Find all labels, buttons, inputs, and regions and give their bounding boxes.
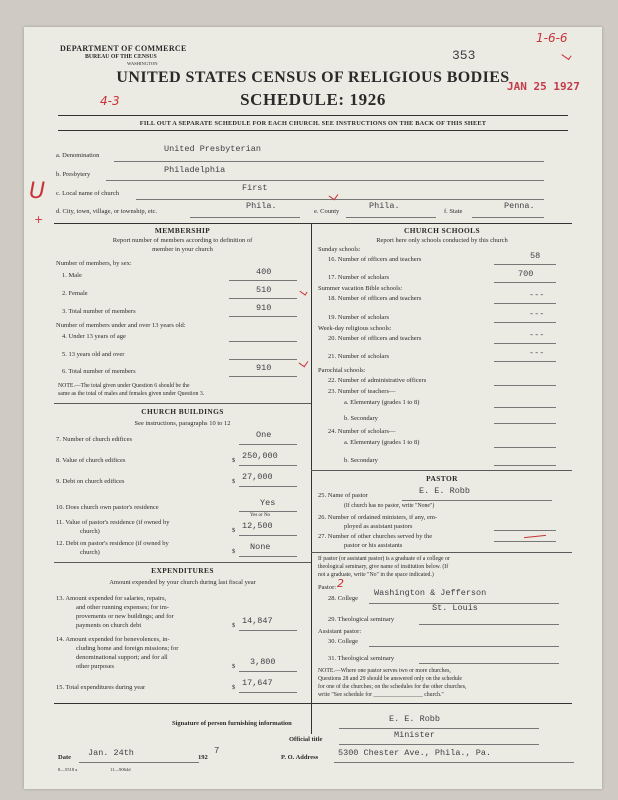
- q23-label: 23. Number of teachers—: [328, 388, 396, 395]
- age-label: Number of members under and over 13 years old:: [56, 322, 186, 329]
- city-label: d. City, town, village, or township, etc.: [56, 208, 158, 215]
- expenditures-sub: Amount expended by your church during last fiscal year: [109, 579, 256, 586]
- q12-label-1: 12. Debt on pastor's residence (if owned by: [56, 540, 169, 547]
- graduate-note-1: If pastor (or assistant pastor) is a graduate of a college or: [318, 556, 450, 562]
- q10-value: Yes: [260, 498, 276, 508]
- schools-intro: Report here only schools conducted by this church: [376, 237, 508, 244]
- q19-value: ---: [529, 309, 545, 319]
- year-prefix: 192: [198, 754, 208, 761]
- q2-label: 2. Female: [62, 290, 88, 297]
- expenditures-heading: EXPENDITURES: [151, 566, 214, 575]
- department-label: DEPARTMENT OF COMMERCE: [60, 44, 187, 53]
- q29-value: St. Louis: [432, 603, 478, 613]
- membership-note-2: same as the total of males and females given under Question 3.: [58, 391, 205, 397]
- q22-label: 22. Number of administrative officers: [328, 377, 427, 384]
- q3-value: 910: [256, 303, 272, 313]
- q17-value: 700: [518, 269, 534, 279]
- pastor-sub-label: Pastor:: [318, 584, 337, 591]
- bureau-label: BUREAU OF THE CENSUS: [85, 54, 157, 60]
- census-schedule-sheet: DEPARTMENT OF COMMERCE BUREAU OF THE CENSUS WASHINGTON 353 1-6-6 JAN 25 1927 UNITED STATES CENSUS OF RELIGIOUS BODIES SCHEDULE: 1926 4-3 FILL OUT A SEPARATE SCHEDULE FOR EACH CHURCH. SEE INSTRUCTIONS ON THE BACK OF THIS SHEET a. Denomination United Presbyterian b. Presbytery Philadelphia U + c. Local name of church First d. City, town, village, or township, etc. Phila. e. County Phila. f. State Penna. MEMBERSHIP Report number of members according to definition of member in your church Number of members, by sex: 1. Male 400 2. Female 510 3. Total number of members 910 Number of members under and over 13 years old: 4. Under 13 years of age 5. 13 years old and over 6. Total number of members 910 NOTE.—The total given under Question 6 should be the same as the total of males and females given under Question 3. CHURCH BUILDINGS See instructions, paragraphs 10 to 12 7. Number of church edifices One 8. Value of church edifices $ 250,000 9. Debt on church edifices $ 27,000 10. Does church own pastor's residence Yes Yes or No 11. Value of pastor's residence (if owned by church) $ 12,500 12. Debt on pastor's residence (if owned by church) $ None EXPENDITURES Amount expended by your church during last fiscal year 13. Amount expended for salaries, repairs, and other running expenses; for im- provements or new buildings; and for payments on church debt $ 14,847 14. Amount expended for benevolences, in- cluding home and foreign missions; for denominational support; and for all other purposes $ 3,800 15. Total expenditures during year $ 17,647 CHURCH SCHOOLS Report here only schools conducted by this church Sunday schools: 16. Number of officers and teachers 58 17. Number of scholars 700 Summer vacation Bible schools: 18. Number of officers and teachers --- 19. Number of scholars --- Week-day religious schools: 20. Number of officers and teachers --- 21. Number of scholars --- Parochial schools: 22. Number of administrative officers 23. Number of teachers— a. Elementary (grades 1 to 8) b. Secondary 24. Number of scholars— a. Elementary (grades 1 to 8) b. Secondary PASTOR 25. Name of pastor E. E. Robb (If church has no pastor, write "None") 26. Number of ordained ministers, if any, em- ployed as assistant pastors 27. Number of other churches served by the pastor or his assistants If pastor (or assistant pastor) is a graduate of a college or theological seminary, give name of institution below. (If not a graduate, write "No" in the space indicated.) Pastor: 2 28. College Washington & Jefferson 29. Theological seminary St. Louis Assistant pastor: 30. College 31. Theological seminary NOTE.—Where one pastor serves two or more churches, Questions 28 and 29 should be answered only on the schedule for one of the churches; on the schedules for the other churches, write "See schedule for _________________ church." Signature of person furnishing information E. E. Robb Official title Minister Date Jan. 24th 192 7 P. O. Address 5300 Chester Ave., Phila., Pa. 8—5518 a 11—9064d: [24, 27, 602, 789]
- q11-value: 12,500: [242, 521, 273, 531]
- county-label: e. County: [314, 208, 340, 215]
- q6-label: 6. Total number of members: [62, 368, 136, 375]
- q16-label: 16. Number of officers and teachers: [328, 256, 422, 263]
- q11-label-2: church): [80, 528, 100, 535]
- membership-intro-2: member in your church: [152, 246, 213, 253]
- buildings-sub: See instructions, paragraphs 10 to 12: [134, 420, 231, 427]
- q10-label: 10. Does church own pastor's residence: [56, 504, 159, 511]
- pastor-note-2: Questions 28 and 29 should be answered only on the schedule: [318, 676, 462, 682]
- u-annotation: U: [29, 179, 46, 204]
- signature-value: E. E. Robb: [389, 714, 441, 724]
- q9-label: 9. Debt on church edifices: [56, 478, 125, 485]
- pastor-note-1: NOTE.—Where one pastor serves two or more churches,: [318, 668, 451, 674]
- vacation-schools-label: Summer vacation Bible schools:: [318, 285, 403, 292]
- q15-value: 17,647: [242, 678, 273, 688]
- weekday-schools-label: Week-day religious schools:: [318, 325, 392, 332]
- check-mark-icon: [299, 358, 309, 368]
- q24-label: 24. Number of scholars—: [328, 428, 396, 435]
- q14-line-3: denominational support; and for all: [76, 654, 168, 661]
- county-value: Phila.: [369, 201, 400, 211]
- q7-value: One: [256, 430, 272, 440]
- address-value: 5300 Chester Ave., Phila., Pa.: [338, 748, 492, 758]
- check-mark-icon: [299, 288, 307, 295]
- q24b-label: b. Secondary: [344, 457, 378, 464]
- q13-line-2: and other running expenses; for im-: [76, 604, 169, 611]
- date-value: Jan. 24th: [88, 748, 134, 758]
- q25-note: (If church has no pastor, write "None"): [344, 503, 435, 509]
- washington-label: WASHINGTON: [127, 61, 158, 66]
- parochial-schools-label: Parochial schools:: [318, 367, 366, 374]
- q20-value: ---: [529, 330, 545, 340]
- plus-annotation: +: [34, 213, 44, 226]
- official-title-value: Minister: [394, 730, 435, 740]
- date-label: Date: [58, 754, 71, 761]
- q26-line-2: ployed as assistant pastors: [344, 523, 413, 530]
- address-label: P. O. Address: [281, 754, 319, 761]
- q27-line-1: 27. Number of other churches served by the: [318, 533, 433, 540]
- schedule-number: 353: [452, 48, 476, 63]
- q28-value: Washington & Jefferson: [374, 588, 487, 598]
- instruction-banner: FILL OUT A SEPARATE SCHEDULE FOR EACH CHURCH. SEE INSTRUCTIONS ON THE BACK OF THIS SHEET: [139, 120, 487, 127]
- local-name-label: c. Local name of church: [56, 190, 119, 197]
- q26-line-1: 26. Number of ordained ministers, if any, em-: [318, 514, 438, 521]
- corner-note: 1-6-6: [536, 31, 568, 45]
- q1-value: 400: [256, 267, 272, 277]
- q23b-label: b. Secondary: [344, 415, 378, 422]
- q15-label: 15. Total expenditures during year: [56, 684, 146, 691]
- pastor-heading: PASTOR: [426, 474, 458, 483]
- q19-label: 19. Number of scholars: [328, 314, 390, 321]
- q4-label: 4. Under 13 years of age: [62, 333, 126, 340]
- signature-label: Signature of person furnishing information: [172, 720, 292, 727]
- by-sex-label: Number of members, by sex:: [56, 260, 132, 267]
- pen-stroke-mark: [524, 535, 546, 538]
- q23a-label: a. Elementary (grades 1 to 8): [344, 399, 420, 406]
- membership-note-1: NOTE.—The total given under Question 6 should be the: [58, 383, 190, 389]
- q25-value: E. E. Robb: [419, 486, 471, 496]
- q14-line-4: other purposes: [76, 663, 115, 670]
- local-name-value: First: [242, 183, 268, 193]
- q14-value: 3,800: [250, 657, 276, 667]
- graduate-note-2: theological seminary, give name of institution below. (If: [318, 564, 449, 570]
- schools-heading: CHURCH SCHOOLS: [403, 226, 481, 235]
- pastor-note-4: write "See schedule for _________________ church.": [318, 692, 444, 698]
- q14-line-2: cluding home and foreign missions; for: [76, 645, 179, 652]
- q10-hint: Yes or No: [250, 513, 271, 518]
- form-code-1: 8—5518 a: [58, 767, 78, 772]
- q13-line-4: payments on church debt: [76, 622, 142, 629]
- q7-label: 7. Number of church edifices: [56, 436, 132, 443]
- q24a-label: a. Elementary (grades 1 to 8): [344, 439, 420, 446]
- q13-line-3: provements or new buildings; and for: [76, 613, 174, 620]
- q2-value: 510: [256, 285, 272, 295]
- q12-value: None: [250, 542, 271, 552]
- q20-label: 20. Number of officers and teachers: [328, 335, 422, 342]
- pastor-note-3: for one of the churches; on the schedules for the other churches,: [318, 684, 467, 690]
- q11-label-1: 11. Value of pastor's residence (if owned by: [56, 519, 170, 526]
- q25-label: 25. Name of pastor: [318, 492, 368, 499]
- schedule-title: SCHEDULE: 1926: [240, 90, 386, 109]
- q30-label: 30. College: [328, 638, 358, 645]
- q14-line-1: 14. Amount expended for benevolences, in-: [56, 636, 170, 643]
- official-title-label: Official title: [289, 736, 323, 743]
- q18-value: ---: [529, 290, 545, 300]
- sunday-schools-label: Sunday schools:: [318, 246, 361, 253]
- q3-label: 3. Total number of members: [62, 308, 136, 315]
- membership-heading: MEMBERSHIP: [154, 226, 211, 235]
- q12-label-2: church): [80, 549, 100, 556]
- state-label: f. State: [444, 208, 463, 215]
- q21-value: ---: [529, 348, 545, 358]
- q5-label: 5. 13 years old and over: [62, 351, 125, 358]
- q8-value: 250,000: [242, 451, 278, 461]
- q28-label: 28. College: [328, 595, 358, 602]
- q13-value: 14,847: [242, 616, 273, 626]
- q18-label: 18. Number of officers and teachers: [328, 295, 422, 302]
- q8-label: 8. Value of church edifices: [56, 457, 126, 464]
- q21-label: 21. Number of scholars: [328, 353, 390, 360]
- q17-label: 17. Number of scholars: [328, 274, 390, 281]
- denomination-value: United Presbyterian: [164, 144, 261, 154]
- check-mark-icon: [561, 51, 571, 60]
- presbytery-value: Philadelphia: [164, 165, 226, 175]
- code-annotation: 4-3: [100, 94, 120, 108]
- pastor-count-annotation: 2: [337, 577, 344, 590]
- presbytery-label: b. Presbytery: [56, 171, 91, 178]
- q27-line-2: pastor or his assistants: [344, 542, 403, 549]
- form-code-2: 11—9064d: [110, 767, 131, 772]
- city-value: Phila.: [246, 201, 277, 211]
- q6-value: 910: [256, 363, 272, 373]
- form-title: UNITED STATES CENSUS OF RELIGIOUS BODIES: [116, 69, 510, 86]
- denomination-label: a. Denomination: [56, 152, 100, 159]
- state-value: Penna.: [504, 201, 535, 211]
- q1-label: 1. Male: [62, 272, 82, 279]
- q29-label: 29. Theological seminary: [328, 616, 395, 623]
- buildings-heading: CHURCH BUILDINGS: [141, 407, 224, 416]
- graduate-note-3: not a graduate, write "No" in the space indicated.): [318, 572, 434, 578]
- membership-intro-1: Report number of members according to definition of: [112, 237, 253, 244]
- q16-value: 58: [530, 251, 541, 261]
- assistant-pastor-label: Assistant pastor:: [318, 628, 362, 635]
- received-date-stamp: JAN 25 1927: [507, 80, 580, 93]
- year-digit: 7: [214, 746, 220, 756]
- q31-label: 31. Theological seminary: [328, 655, 395, 662]
- q9-value: 27,000: [242, 472, 273, 482]
- q13-line-1: 13. Amount expended for salaries, repairs,: [56, 595, 167, 602]
